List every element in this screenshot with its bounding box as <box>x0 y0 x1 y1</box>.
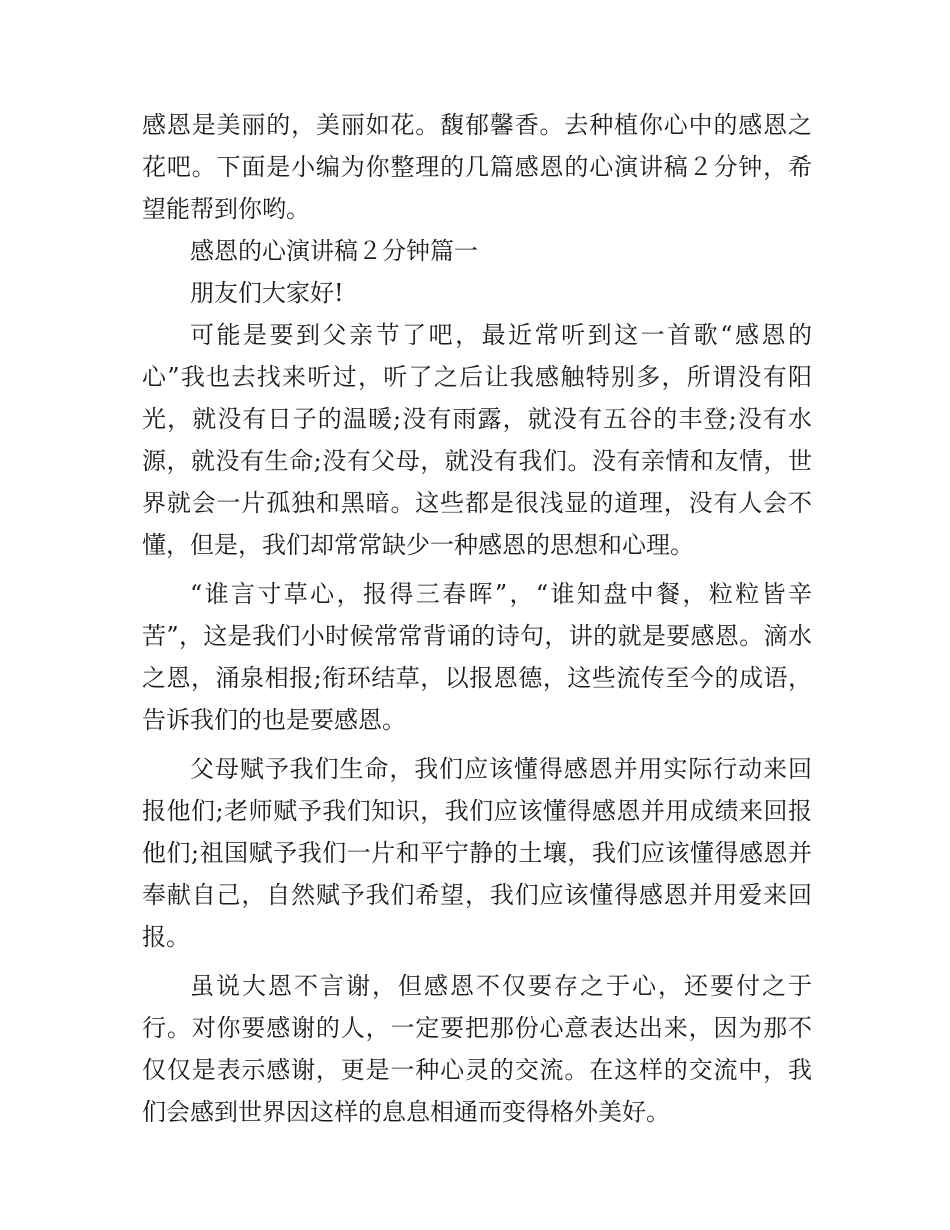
greeting-line: 朋友们大家好! <box>190 279 344 307</box>
document-body <box>142 104 812 1133</box>
intro-paragraph: 感恩是美丽的，美丽如花。馥郁馨香。去种植你心中的感恩之花吧。下面是小编为你整理的几篇感恩的心演讲稿２分钟，希望能帮到你哟。 <box>142 111 812 223</box>
body-paragraph-1: 可能是要到父亲节了吧，最近常听到这一首歌“感恩的心”我也去找来听过，听了之后让我感触特别多，所谓没有阳光，就没有日子的温暖;没有雨露，就没有五谷的丰登;没有水源，就没有生命;没有父母，就没有我们。没有亲情和友情，世界就会一片孤独和黑暗。这些都是很浅显的道理，没有人会不懂，但是，我们却常常缺少一种感恩的思想和心理。 <box>142 321 812 559</box>
body-paragraph-2: “谁言寸草心，报得三春晖”，“谁知盘中餐，粒粒皆辛苦”，这是我们小时候常常背诵的诗句，讲的就是要感恩。滴水之恩，涌泉相报;衔环结草，以报恩德，这些流传至今的成语，告诉我们的也是要感恩。 <box>142 580 812 734</box>
body-paragraph-4: 虽说大恩不言谢，但感恩不仅要存之于心，还要付之于行。对你要感谢的人，一定要把那份心意表达出来，因为那不仅仅是表示感谢，更是一种心灵的交流。在这样的交流中，我们会感到世界因这样的息息相通而变得格外美好。 <box>142 972 812 1126</box>
section-heading: 感恩的心演讲稿２分钟篇一 <box>190 237 478 265</box>
body-paragraph-3: 父母赋予我们生命，我们应该懂得感恩并用实际行动来回报他们;老师赋予我们知识，我们应该懂得感恩并用成绩来回报他们;祖国赋予我们一片和平宁静的土壤，我们应该懂得感恩并奉献自己，自然赋予我们希望，我们应该懂得感恩并用爱来回报。 <box>142 755 812 951</box>
